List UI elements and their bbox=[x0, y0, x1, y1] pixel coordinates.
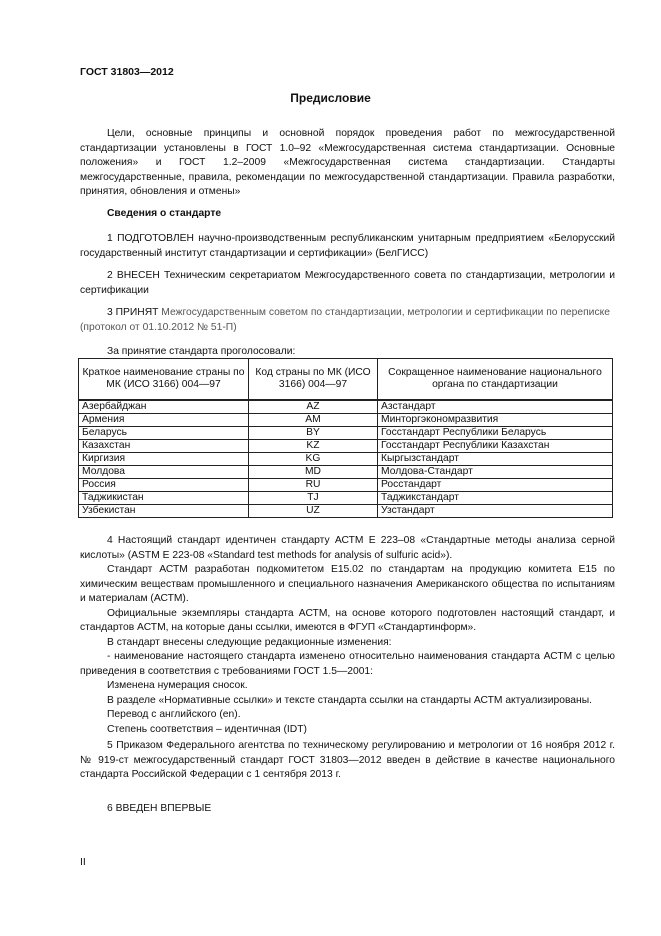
header-national-body: Сокращенное наименование национального органа по стандартизации bbox=[378, 359, 613, 401]
national-body-cell: Госстандарт Республики Беларусь bbox=[378, 427, 613, 440]
page-number: II bbox=[80, 856, 86, 868]
item-4-p5 bbox=[80, 650, 615, 679]
item-4-p1-text: 4 Настоящий стандарт идентичен стандарту АСТМ Е 223–08 «Стандартные методы анализа серной кислоты» (ASTM E 223-08 «Standard test methods for analysis of sulfuric acid»). bbox=[80, 535, 615, 561]
table-row bbox=[79, 400, 613, 414]
national-body-cell: Кыргызстандарт bbox=[378, 453, 613, 466]
national-body-cell: Госстандарт Республики Казахстан bbox=[378, 440, 613, 453]
item-6-text: 6 ВВЕДЕН ВПЕРВЫЕ bbox=[107, 803, 212, 814]
item-3 bbox=[80, 306, 615, 335]
item-4-p4-text: В стандарт внесены следующие редакционные изменения: bbox=[107, 636, 392, 648]
header-country-name: Краткое наименование страны по МК (ИСО 3166) 004—97 bbox=[79, 359, 249, 401]
item-1-text: 1 ПОДГОТОВЛЕН научно-производственным республиканским унитарным предприятием «Белорусский государственный институт стандартизации и сертификации» (БелГИСС) bbox=[80, 233, 615, 259]
page-title: Предисловие bbox=[290, 91, 371, 105]
country-name-cell: Азербайджан bbox=[79, 400, 249, 414]
table-row bbox=[79, 453, 613, 466]
voting-table bbox=[78, 358, 613, 518]
country-code-cell: AZ bbox=[249, 400, 378, 414]
national-body-cell: Минторгэкономразвития bbox=[378, 414, 613, 427]
item-5-text: 5 Приказом Федерального агентства по техническому регулированию и метрологии от 16 ноября 2012 г. № 919-ст межгосударственный стандарт ГОСТ 31803—2012 введен в действие в качестве национального стандарта Российской Федерации с 1 сентября 2013 г. bbox=[80, 740, 615, 780]
intro-paragraph bbox=[80, 127, 615, 200]
country-code-cell: UZ bbox=[249, 505, 378, 518]
item-4 bbox=[80, 534, 615, 737]
national-body-cell: Росстандарт bbox=[378, 479, 613, 492]
item-1 bbox=[80, 232, 615, 261]
item-4-p8-text: Перевод с английского (en). bbox=[107, 709, 241, 720]
item-3-label: 3 ПРИНЯТ bbox=[107, 307, 159, 318]
country-code-cell: BY bbox=[249, 427, 378, 440]
section-heading-text: Сведения о стандарте bbox=[107, 208, 222, 219]
country-name-cell: Казахстан bbox=[79, 440, 249, 453]
country-name-cell: Узбекистан bbox=[79, 505, 249, 518]
item-4-p7 bbox=[80, 694, 615, 709]
table-row bbox=[79, 427, 613, 440]
item-4-p9 bbox=[80, 723, 615, 738]
intro-text: Цели, основные принципы и основной порядок проведения работ по межгосударственной стандартизации установлены в ГОСТ 1.0–92 «Межгосударственная система стандартизации. Основные положения» и ГОСТ 1.2–2009 «Межгосударственная система стандартизации. Стандарты межгосударственные, правила, рекомендации по межгосударственной стандартизации. Правила разработки, принятия, обновления и отмены» bbox=[80, 128, 615, 197]
item-4-p6-text: Изменена нумерация сносок. bbox=[107, 680, 248, 691]
item-3-text: Межгосударственным советом по стандартизации, метрологии и сертификации по переписке (протокол от 01.10.2012 № 51-П) bbox=[80, 307, 610, 333]
section-heading bbox=[80, 207, 615, 222]
item-4-p7-text: В разделе «Нормативные ссылки» и тексте стандарта ссылки на стандарты АСТМ актуализированы. bbox=[107, 694, 592, 706]
country-name-cell: Таджикистан bbox=[79, 492, 249, 505]
national-body-cell: Узстандарт bbox=[378, 505, 613, 518]
item-4-p2 bbox=[80, 563, 615, 607]
item-2 bbox=[80, 269, 615, 298]
national-body-cell: Азстандарт bbox=[378, 400, 613, 414]
country-name-cell: Россия bbox=[79, 479, 249, 492]
table-row bbox=[79, 479, 613, 492]
item-4-p2-text: Стандарт АСТМ разработан подкомитетом Е15.02 по стандартам на продукцию комитета Е15 по химическим веществам промышленного и специального назначения Американского общества по испытаниям и материалам (АСТМ). bbox=[80, 564, 615, 604]
country-name-cell: Беларусь bbox=[79, 427, 249, 440]
item-2-text: 2 ВНЕСЕН Техническим секретариатом Межгосударственного совета по стандартизации, метрологии и сертификации bbox=[80, 270, 615, 296]
country-code-cell: TJ bbox=[249, 492, 378, 505]
country-code-cell: RU bbox=[249, 479, 378, 492]
item-5 bbox=[80, 739, 615, 783]
country-name-cell: Армения bbox=[79, 414, 249, 427]
item-4-p3 bbox=[80, 607, 615, 636]
country-code-cell: MD bbox=[249, 466, 378, 479]
country-code-cell: KZ bbox=[249, 440, 378, 453]
item-4-p4 bbox=[80, 636, 615, 651]
table-row bbox=[79, 492, 613, 505]
item-4-p9-text: Степень соответствия – идентичная (IDT) bbox=[107, 723, 307, 735]
item-4-p8 bbox=[80, 708, 615, 723]
national-body-cell: Таджикстандарт bbox=[378, 492, 613, 505]
table-row bbox=[79, 505, 613, 518]
country-name-cell: Молдова bbox=[79, 466, 249, 479]
country-name-cell: Киргизия bbox=[79, 453, 249, 466]
item-4-p6 bbox=[80, 679, 615, 694]
table-row bbox=[79, 414, 613, 427]
item-6 bbox=[80, 802, 615, 817]
item-4-p1 bbox=[80, 534, 615, 563]
header-country-code: Код страны по МК (ИСО 3166) 004—97 bbox=[249, 359, 378, 401]
item-4-p5-text: - наименование настоящего стандарта изменено относительно наименования стандарта АСТМ с целью приведения в соответствия с требованиями ГОСТ 1.5—2001: bbox=[80, 651, 615, 677]
table-header-row bbox=[79, 359, 613, 401]
table-row bbox=[79, 466, 613, 479]
country-code-cell: AM bbox=[249, 414, 378, 427]
table-caption: За принятие стандарта проголосовали: bbox=[107, 346, 296, 357]
national-body-cell: Молдова-Стандарт bbox=[378, 466, 613, 479]
document-code: ГОСТ 31803—2012 bbox=[80, 66, 174, 78]
item-4-p3-text: Официальные экземпляры стандарта АСТМ, на основе которого подготовлен настоящий стандарт, и стандартов АСТМ, на которые даны ссылки, имеются в ФГУП «Стандартинформ». bbox=[80, 607, 615, 633]
table-row bbox=[79, 440, 613, 453]
country-code-cell: KG bbox=[249, 453, 378, 466]
